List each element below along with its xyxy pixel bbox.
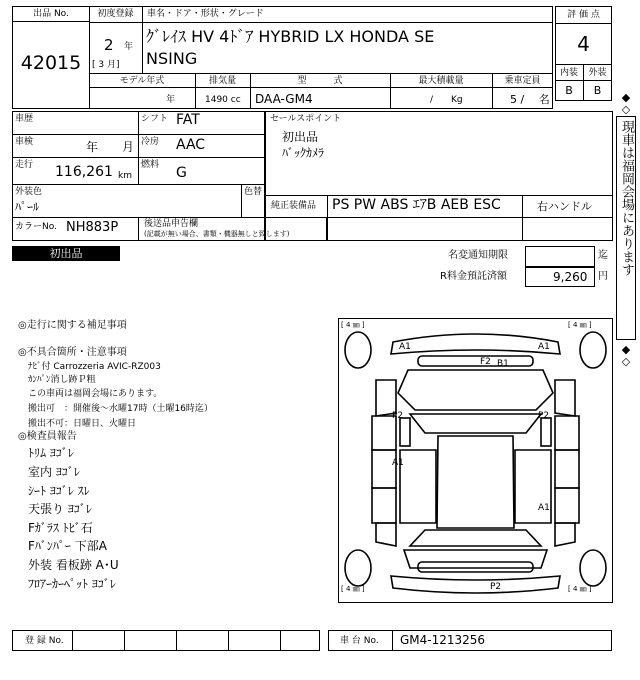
inspection-label: 車検 (15, 137, 34, 147)
exterior-color-value: ﾊﾟｰﾙ (15, 200, 40, 214)
car-name-label: 車名・ドア・形状・グレード (147, 9, 264, 19)
side-diamonds-top: ◆ ◇ (621, 91, 631, 116)
shift-label: シフト (141, 114, 169, 124)
displacement-label: 排気量 (208, 76, 236, 86)
cert-label: 後送品申告欄 (144, 219, 199, 229)
first-listing-banner: 初出品 (12, 246, 120, 261)
damage-mark: P2 (538, 411, 550, 421)
damage-mark: A1 (538, 503, 550, 513)
color-number-value: NH883P (66, 220, 119, 235)
sales-point-label: セールスポイント (270, 114, 342, 124)
defect-line: この車両は福岡会場にあります。 (28, 389, 163, 399)
cert-note: (記載が無い場合、書類・機器無しと致します) (144, 230, 290, 238)
capacity-label: 乗車定員 (504, 76, 541, 86)
shift-value: FAT (176, 112, 200, 128)
recycle-fee-label: R料金預託済額 (440, 271, 507, 282)
side-diamonds-bottom: ◆ ◇ (621, 343, 631, 368)
damage-mark: P2 (490, 582, 502, 592)
damage-mark: A1 (392, 458, 404, 468)
inspection-value: 年 月 (86, 140, 135, 154)
notice-deadline-label: 名変通知期限 (448, 250, 508, 261)
score-value: 4 (577, 32, 590, 56)
exterior-color-label: 外装色 (15, 187, 43, 197)
inspector-line: 外装 看板跡 A･U (28, 558, 119, 572)
inspector-line: ｼｰﾄ ﾖｺﾞﾚ ｽﾚ (28, 484, 90, 498)
fuel-value: G (176, 165, 187, 181)
car-name-line2: NSING (146, 49, 198, 68)
inspector-line: ﾌﾛｱｰｶｰﾍﾟｯﾄ ﾖｺﾞﾚ (28, 577, 116, 591)
ac-label: 冷房 (141, 137, 160, 147)
model-year-label: モデル年式 (119, 76, 165, 86)
recycle-fee-unit: 円 (598, 271, 608, 282)
inspector-report-title: ◎検査員報告 (18, 431, 77, 442)
model-label: 型 式 (297, 76, 343, 86)
recycle-fee-value: 9,260 (553, 270, 588, 284)
damage-mark: P2 (392, 411, 404, 421)
registration-no-label: 登 録 No. (25, 636, 64, 646)
defect-line: ﾅﾋﾞ付 Carrozzeria AVIC-RZ003 (28, 362, 161, 372)
damage-mark: F2 (480, 357, 491, 367)
side-note: 現車は福岡会場にあります (619, 120, 634, 276)
mileage-label: 走行 (15, 160, 34, 170)
damage-mark: A1 (538, 342, 550, 352)
model-value: DAA-GM4 (255, 92, 313, 106)
first-registration-label: 初度登録 (97, 9, 134, 19)
tire-tread-rear-right: [ 4 ㎜ ] (568, 585, 592, 593)
steering-value: 右ハンドル (537, 200, 592, 213)
tire-tread-front-left: [ 4 ㎜ ] (341, 321, 365, 329)
inspector-line: ﾄﾘﾑ ﾖｺﾞﾚ (28, 446, 74, 460)
model-year-unit: 年 (166, 95, 176, 105)
inspector-line: 天張り ﾖｺﾞﾚ (28, 502, 92, 516)
sales-point-2: ﾊﾞｯｸｶﾒﾗ (282, 146, 325, 160)
interior-label: 内装 (559, 68, 578, 78)
damage-mark: B1 (497, 359, 509, 369)
chassis-no-label: 車 台 No. (340, 636, 379, 646)
first-registration-year-unit: 年 (124, 42, 134, 52)
equipment-label: 純正装備品 (271, 201, 317, 211)
sales-point-1: 初出品 (282, 130, 319, 144)
displacement-value: 1490 cc (205, 95, 241, 105)
first-registration-year: 2 (104, 36, 114, 54)
ac-value: AAC (176, 137, 206, 153)
defect-line: 搬出可 ：開催後～水曜17時（土曜16時迄） (28, 404, 213, 414)
capacity-value: 5 / 名 (510, 93, 550, 106)
drive-notes-title: ◎走行に関する補足事項 (18, 320, 127, 331)
car-name-line1: ｸﾞﾚｲｽ HV 4ﾄﾞｱ HYBRID LX HONDA SE (146, 27, 435, 46)
history-label: 車歴 (15, 114, 34, 124)
exterior-grade: B (593, 84, 602, 97)
defect-line: ｶﾝﾊﾟﾝ消し跡Ｐ粗 (28, 375, 96, 385)
notice-deadline-unit: 迄 (598, 250, 608, 261)
defect-notes-title: ◎不具合箇所・注意事項 (18, 347, 127, 358)
mileage-unit: km (118, 171, 132, 181)
exterior-label: 外装 (588, 68, 607, 78)
car-diagram (338, 318, 613, 603)
lot-label: 出品 No. (33, 9, 69, 19)
inspector-line: Fｶﾞﾗｽ ﾄﾋﾞ石 (28, 521, 93, 535)
equipment-value: PS PW ABS ｴｱB AEB ESC (332, 197, 501, 213)
max-load-label: 最大積載量 (418, 76, 464, 86)
first-registration-month: [ 3 月] (92, 60, 120, 70)
mileage-value: 116,261 (55, 164, 113, 180)
max-load-value: / Kg (430, 95, 463, 105)
lot-number: 42015 (20, 52, 82, 74)
chassis-no-value: GM4-1213256 (400, 633, 486, 647)
color-change-label: 色替 (244, 187, 263, 197)
fuel-label: 燃料 (141, 160, 160, 170)
defect-line: 搬出不可：日曜日、火曜日 (28, 419, 137, 429)
score-label: 評 価 点 (567, 10, 600, 20)
notice-deadline-box (525, 246, 595, 267)
color-number-label: カラーNo. (15, 222, 57, 232)
inspector-line: Fﾊﾞﾝﾊﾟｰ 下部A (28, 539, 107, 553)
tire-tread-rear-left: [ 4 ㎜ ] (341, 585, 365, 593)
damage-mark: A1 (399, 342, 411, 352)
tire-tread-front-right: [ 4 ㎜ ] (568, 321, 592, 329)
interior-grade: B (565, 84, 573, 97)
inspector-line: 室内 ﾖｺﾞﾚ (28, 465, 80, 479)
